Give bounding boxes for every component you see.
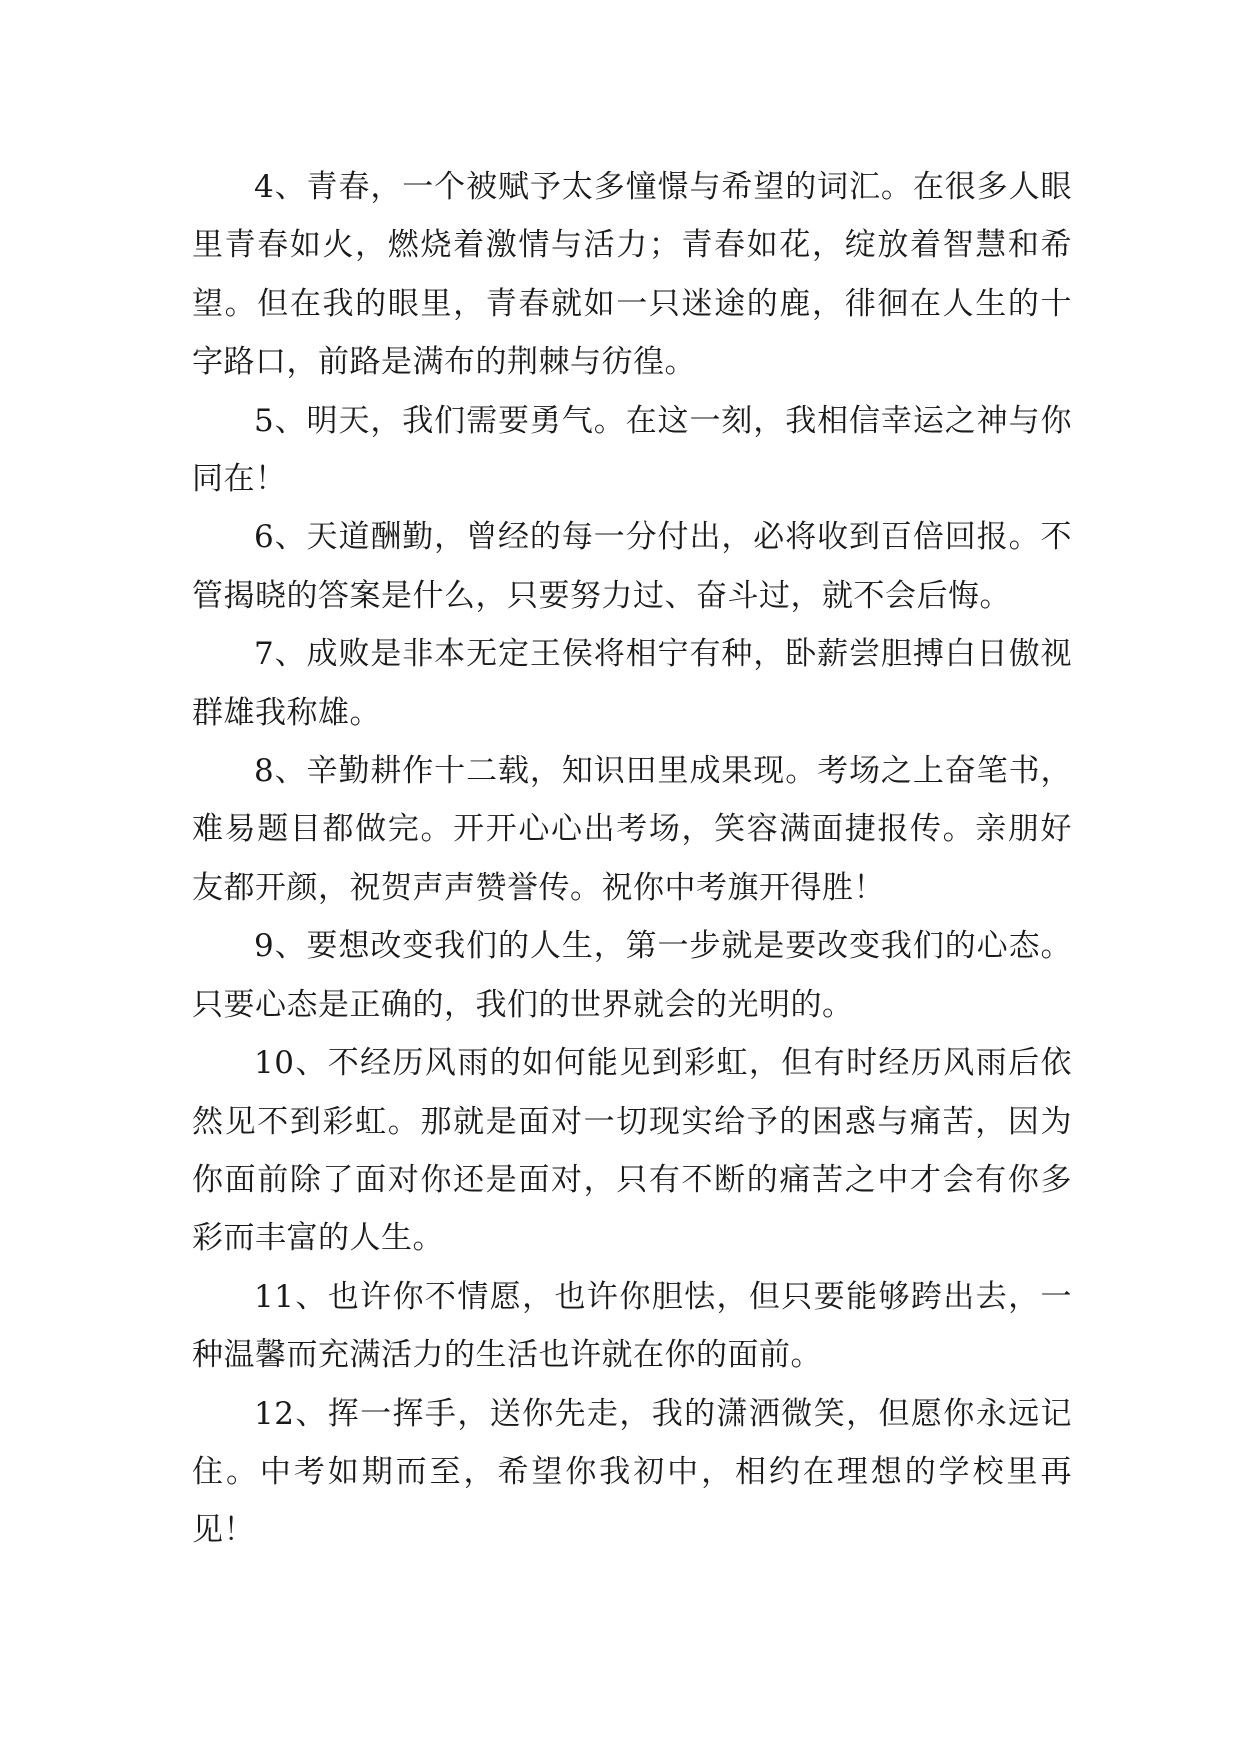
paragraph-6: 6、天道酬勤，曾经的每一分付出，必将收到百倍回报。不管揭晓的答案是什么，只要努力过、奋斗过，就不会后悔。 <box>192 519 1072 614</box>
paragraph-9: 9、要想改变我们的人生，第一步就是要改变我们的心态。只要心态是正确的，我们的世界就会的光明的。 <box>192 928 1072 1023</box>
paragraph-4: 4、青春，一个被赋予太多憧憬与希望的词汇。在很多人眼里青春如火，燃烧着激情与活力；青春如花，绽放着智慧和希望。但在我的眼里，青春就如一只迷途的鹿，徘徊在人生的十字路口，前路是满布的荆棘与彷徨。 <box>192 169 1072 381</box>
paragraph-5: 5、明天，我们需要勇气。在这一刻，我相信幸运之神与你同在！ <box>192 402 1072 498</box>
document-body <box>192 158 1072 1560</box>
paragraph-12: 12、挥一挥手，送你先走，我的潇洒微笑，但愿你永远记住。中考如期而至，希望你我初中，相约在理想的学校里再见！ <box>192 1395 1072 1549</box>
paragraph-11: 11、也许你不情愿，也许你胆怯，但只要能够跨出去，一种温馨而充满活力的生活也许就在你的面前。 <box>192 1278 1072 1374</box>
paragraph-8: 8、辛勤耕作十二载，知识田里成果现。考场之上奋笔书，难易题目都做完。开开心心出考场，笑容满面捷报传。亲朋好友都开颜，祝贺声声赞誉传。祝你中考旗开得胜！ <box>192 753 1072 906</box>
paragraph-7: 7、成败是非本无定王侯将相宁有种，卧薪尝胆搏白日傲视群雄我称雄。 <box>192 636 1072 731</box>
paragraph-10: 10、不经历风雨的如何能见到彩虹，但有时经历风雨后依然见不到彩虹。那就是面对一切现实给予的困惑与痛苦，因为你面前除了面对你还是面对，只有不断的痛苦之中才会有你多彩而丰富的人生。 <box>192 1045 1072 1257</box>
